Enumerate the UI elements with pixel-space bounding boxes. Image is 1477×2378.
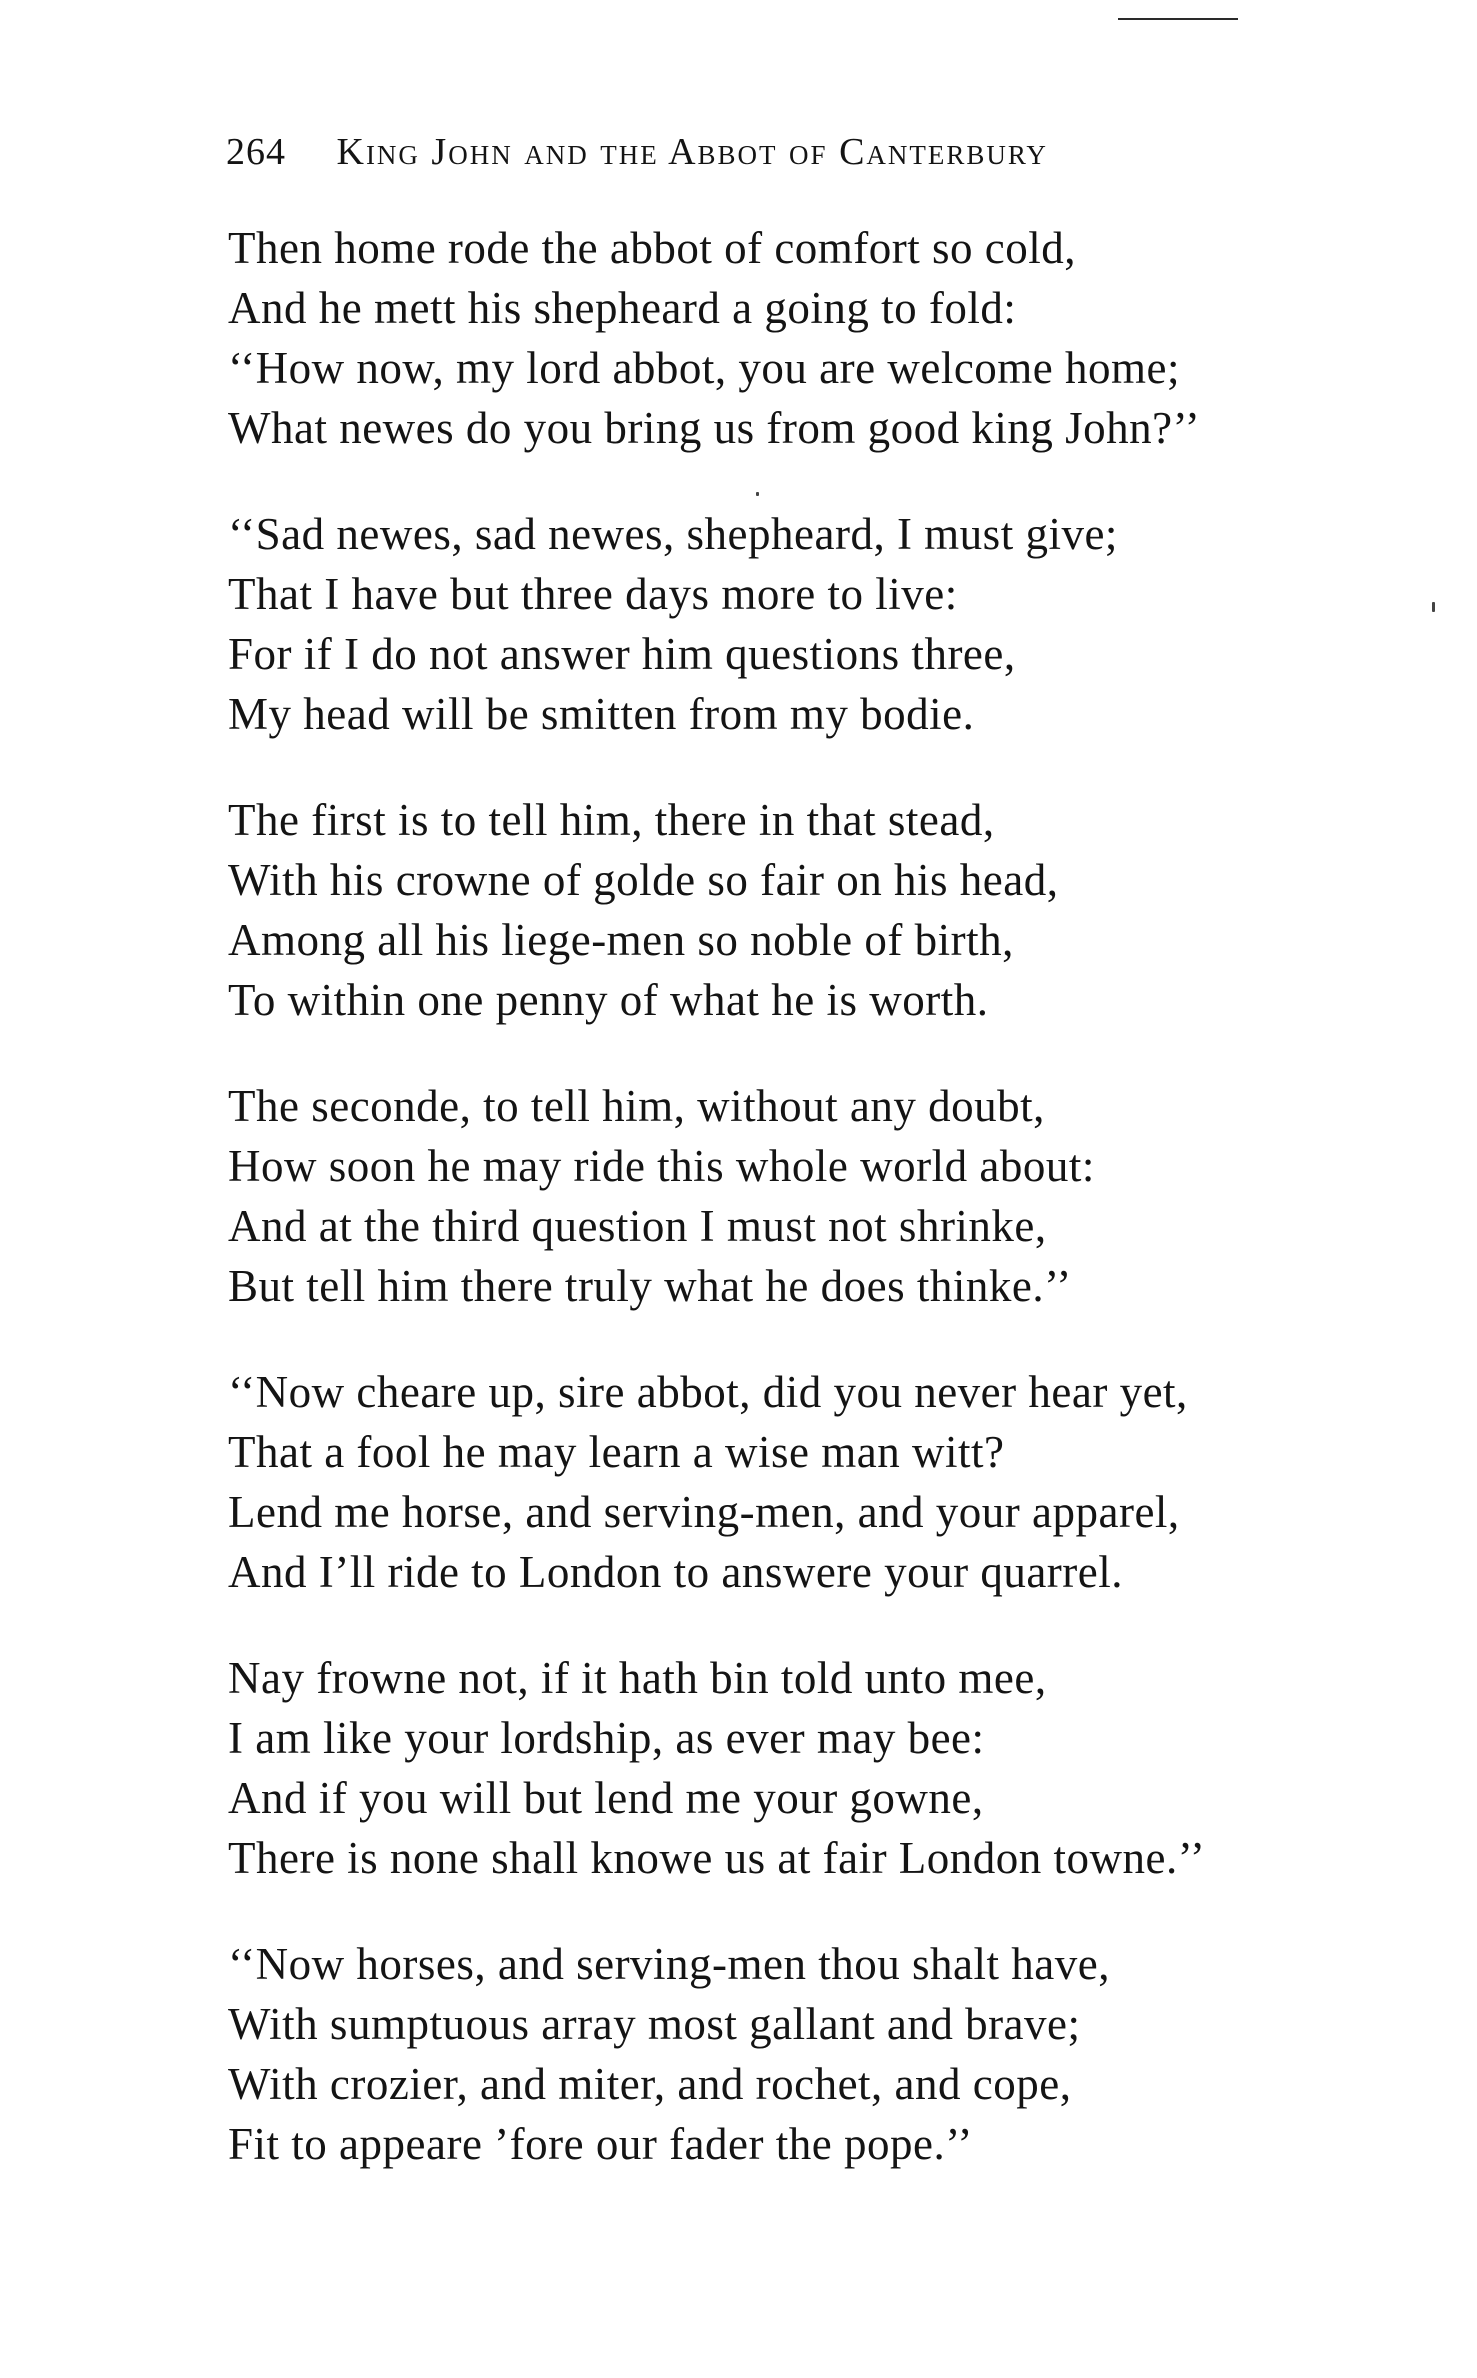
poem-line: With his crowne of golde so fair on his head, (228, 855, 1059, 905)
poem-line: To within one penny of what he is worth. (228, 975, 989, 1025)
poem-line: ‘‘Now horses, and serving-men thou shalt have, (228, 1939, 1110, 1989)
poem-line: The first is to tell him, there in that stead, (228, 795, 995, 845)
print-speck (756, 492, 759, 496)
poem-line: ‘‘How now, my lord abbot, you are welcome home; (228, 343, 1180, 393)
poem-line: I am like your lordship, as ever may bee: (228, 1713, 985, 1763)
running-head (226, 130, 1326, 174)
stanza-6 (228, 1648, 1388, 1888)
poem-line: With sumptuous array most gallant and brave; (228, 1999, 1081, 2049)
poem-line: And he mett his shepheard a going to fold: (228, 283, 1017, 333)
poem-line: And I’ll ride to London to answere your quarrel. (228, 1547, 1123, 1597)
poem-line: The seconde, to tell him, without any doubt, (228, 1081, 1045, 1131)
poem-line: Lend me horse, and serving-men, and your apparel, (228, 1487, 1180, 1537)
stanza-7 (228, 1934, 1388, 2174)
poem-line: Fit to appeare ’fore our fader the pope.’’ (228, 2119, 973, 2169)
poem-line: ‘‘Now cheare up, sire abbot, did you never hear yet, (228, 1367, 1188, 1417)
stanza-4 (228, 1076, 1388, 1316)
poem-line: ‘‘Sad newes, sad newes, shepheard, I must give; (228, 509, 1118, 559)
poem-line: And if you will but lend me your gowne, (228, 1773, 984, 1823)
poem-line: What newes do you bring us from good king John?’’ (228, 403, 1201, 453)
poem-line: There is none shall knowe us at fair London towne.’’ (228, 1833, 1206, 1883)
poem-line: For if I do not answer him questions three, (228, 629, 1016, 679)
stanza-1 (228, 218, 1388, 458)
poem-line: That I have but three days more to live: (228, 569, 958, 619)
top-rule (1118, 18, 1238, 20)
poem-line: But tell him there truly what he does thinke.’’ (228, 1261, 1072, 1311)
stanza-3 (228, 790, 1388, 1030)
poem-line: With crozier, and miter, and rochet, and cope, (228, 2059, 1072, 2109)
poem-line: My head will be smitten from my bodie. (228, 689, 975, 739)
stanza-5 (228, 1362, 1388, 1602)
poem-line: That a fool he may learn a wise man witt? (228, 1427, 1005, 1477)
running-title: King John and the Abbot of Canterbury (336, 131, 1048, 173)
poem-line: And at the third question I must not shrinke, (228, 1201, 1047, 1251)
poem-line: Among all his liege-men so noble of birth, (228, 915, 1014, 965)
poem-line: Then home rode the abbot of comfort so cold, (228, 223, 1077, 273)
poem-line: Nay frowne not, if it hath bin told unto mee, (228, 1653, 1047, 1703)
print-speck (1432, 602, 1435, 612)
stanza-2 (228, 504, 1388, 744)
poem-body (228, 218, 1388, 2220)
page-number: 264 (226, 131, 286, 173)
poem-line: How soon he may ride this whole world about: (228, 1141, 1095, 1191)
